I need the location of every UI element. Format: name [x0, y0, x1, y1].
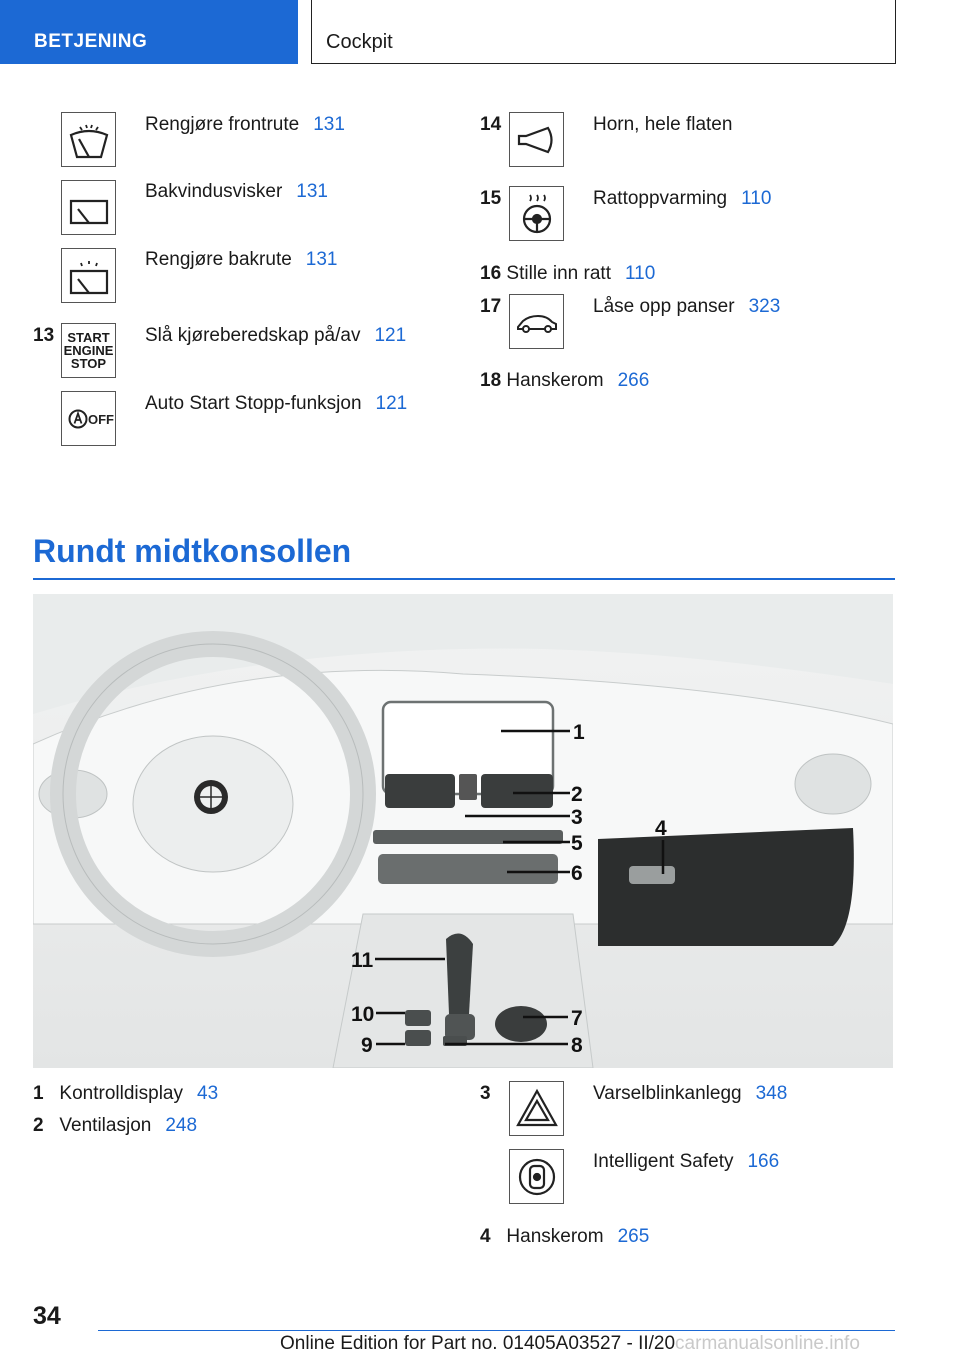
- page-link[interactable]: 43: [197, 1083, 219, 1104]
- footer-edition: Online Edition for Part no. 01405A03527 - II/20carmanualsonline.info: [280, 1333, 860, 1354]
- item-number: 14: [480, 114, 502, 135]
- callout-6: 6: [571, 862, 583, 885]
- page-number: 34: [33, 1302, 61, 1330]
- list-item-windshield-washer: Rengjøre frontrute 131: [145, 114, 345, 135]
- page-link[interactable]: 131: [313, 114, 345, 135]
- list-item-hood-unlock: Låse opp panser 323: [593, 296, 781, 317]
- rear-wiper-icon: [61, 180, 116, 235]
- callout-9: 9: [361, 1034, 373, 1057]
- item-number: 15: [480, 188, 502, 209]
- svg-text:OFF: OFF: [87, 411, 114, 427]
- callout-8: 8: [571, 1034, 583, 1057]
- callout-1: 1: [573, 721, 585, 744]
- list-item-glovebox-2: 4 Hanskerom 265: [480, 1226, 650, 1247]
- hood-unlock-icon: [509, 294, 564, 349]
- footer-divider: [98, 1330, 895, 1331]
- auto-start-stop-off-icon: [61, 391, 116, 446]
- page-link[interactable]: 121: [375, 393, 408, 414]
- list-item-control-display: 1 Kontrolldisplay 43: [33, 1083, 219, 1104]
- list-item-auto-start-stop: Auto Start Stopp-funksjon 121: [145, 393, 408, 414]
- page-link[interactable]: 265: [617, 1226, 650, 1247]
- intelligent-safety-icon: [509, 1149, 564, 1204]
- callout-2: 2: [571, 783, 583, 806]
- section-title: BETJENING: [34, 31, 148, 52]
- callout-3: 3: [571, 806, 583, 829]
- page-link[interactable]: 110: [624, 263, 656, 284]
- page-link[interactable]: 110: [741, 188, 772, 209]
- windshield-washer-icon: [61, 112, 116, 167]
- section-heading: Rundt midtkonsollen: [33, 533, 352, 569]
- chapter-title: Cockpit: [326, 31, 393, 53]
- watermark: carmanualsonline.info: [675, 1333, 860, 1354]
- page-link[interactable]: 323: [748, 296, 781, 317]
- page-link[interactable]: 248: [165, 1115, 198, 1136]
- page-link[interactable]: 121: [374, 325, 407, 346]
- section-tab: [0, 0, 298, 64]
- list-item-hazard: Varselblinkanlegg 348: [593, 1083, 788, 1104]
- callout-4: 4: [655, 817, 667, 840]
- page-link[interactable]: 131: [296, 181, 328, 202]
- page-link[interactable]: 348: [755, 1083, 788, 1104]
- callout-11: 11: [351, 949, 374, 972]
- list-item-start-stop: Slå kjøreberedskap på/av 121: [145, 325, 407, 346]
- rear-washer-icon: [61, 248, 116, 303]
- list-item-rear-wiper: Bakvindusvisker 131: [145, 181, 328, 202]
- list-item-glovebox: 18 Hanskerom 266: [480, 370, 650, 391]
- list-item-horn: Horn, hele flaten: [593, 114, 733, 135]
- list-item-ventilation: 2 Ventilasjon 248: [33, 1115, 198, 1136]
- horn-icon: [509, 112, 564, 167]
- chapter-tab: [311, 0, 896, 64]
- list-item-intelligent-safety: Intelligent Safety 166: [593, 1151, 780, 1172]
- callout-7: 7: [571, 1007, 583, 1030]
- cockpit-illustration: [33, 594, 893, 1068]
- page-link[interactable]: 266: [617, 370, 650, 391]
- start-engine-stop-icon: START ENGINE STOP: [61, 323, 116, 378]
- steering-heating-icon: [509, 186, 564, 241]
- list-item-rear-washer: Rengjøre bakrute 131: [145, 249, 338, 270]
- section-divider: [33, 578, 895, 580]
- item-number: 17: [480, 296, 502, 317]
- callout-10: 10: [351, 1003, 375, 1026]
- item-number: 3: [480, 1083, 491, 1104]
- list-item-steering-heating: Rattoppvarming 110: [593, 188, 772, 209]
- page-link[interactable]: 131: [305, 249, 338, 270]
- hazard-warning-icon: [509, 1081, 564, 1136]
- callout-5: 5: [571, 832, 583, 855]
- page-link[interactable]: 166: [747, 1151, 780, 1172]
- item-number: 13: [33, 325, 55, 346]
- list-item-steering-adjust: 16 Stille inn ratt 110: [480, 263, 656, 284]
